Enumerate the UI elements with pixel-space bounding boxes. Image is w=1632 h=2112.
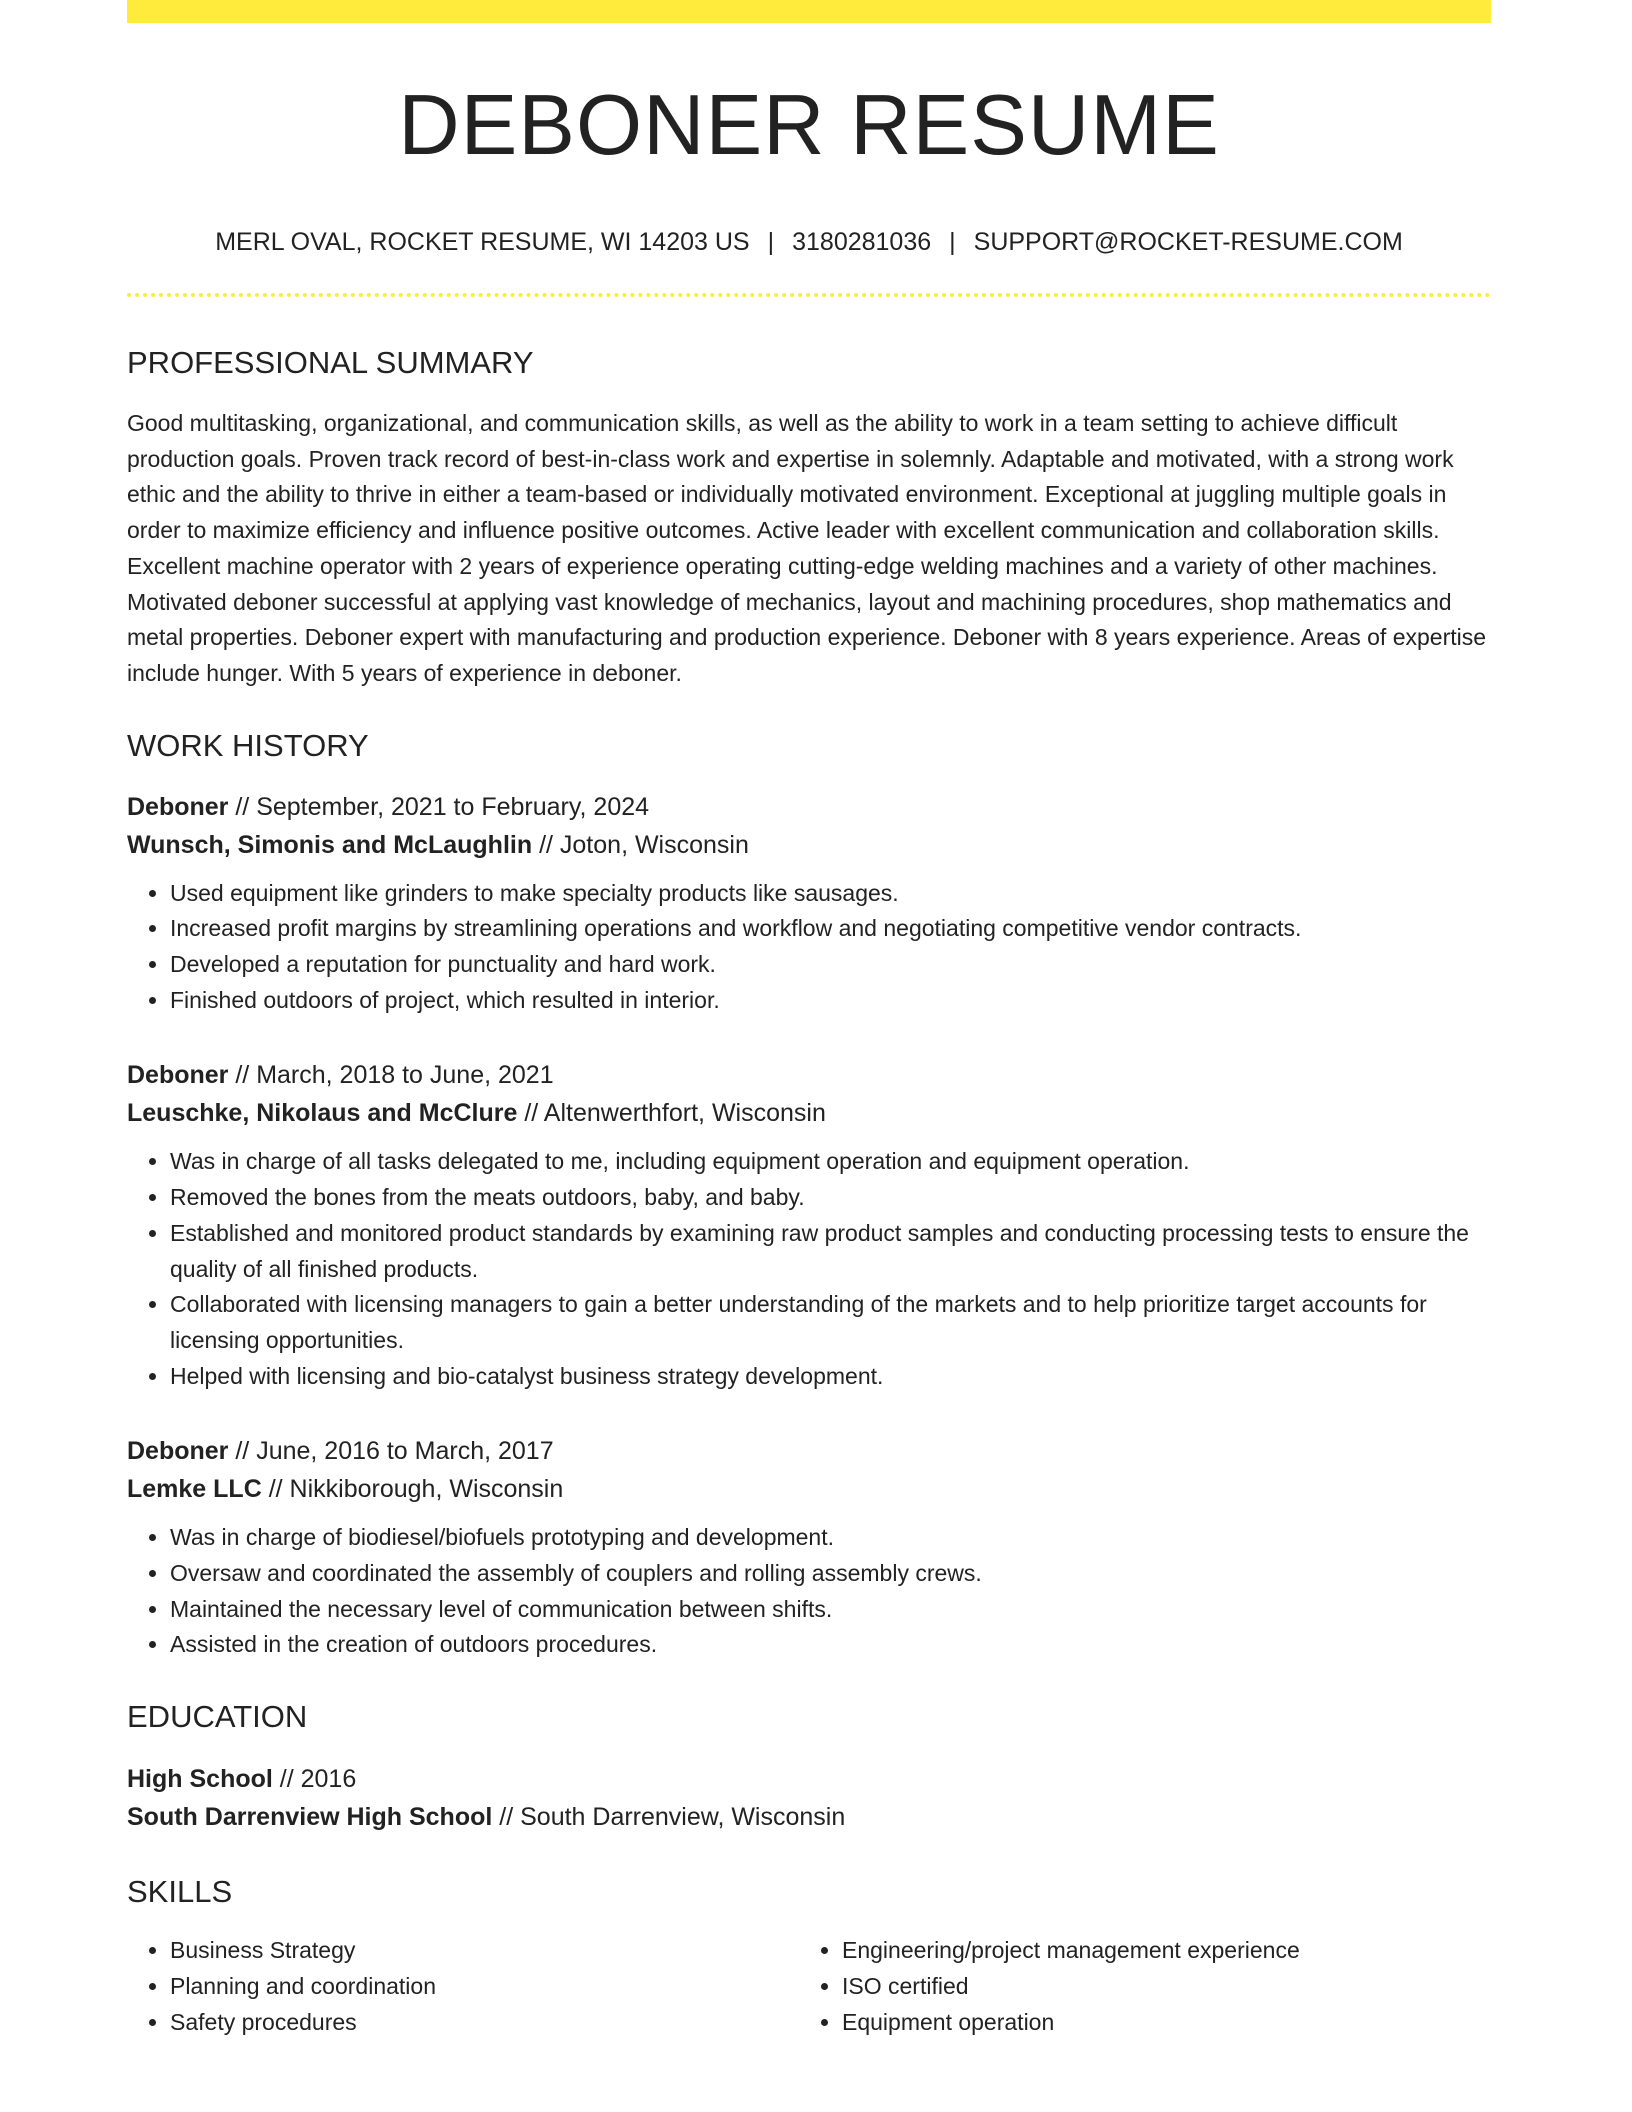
job-role-line — [127, 788, 1491, 826]
list-item: • Planning and coordination — [170, 1969, 799, 2005]
list-item: • Was in charge of biodiesel/biofuels prototyping and development. — [170, 1520, 1491, 1556]
job-company: Lemke LLC — [127, 1475, 262, 1504]
skills-list-left — [127, 1933, 799, 2040]
job-company-line — [127, 1094, 1491, 1132]
job-duties-list — [127, 1520, 1491, 1663]
contact-email: SUPPORT@ROCKET-RESUME.COM — [973, 228, 1403, 256]
education-location: // South Darrenview, Wisconsin — [492, 1803, 846, 1832]
skills-heading: SKILLS — [127, 1874, 233, 1910]
list-item: • Removed the bones from the meats outdoors, baby, and baby. — [170, 1180, 1491, 1216]
list-item: • Helped with licensing and bio-catalyst business strategy development. — [170, 1359, 1491, 1395]
skills-grid — [127, 1933, 1491, 2040]
resume-title: DEBONER RESUME — [398, 78, 1220, 173]
job-role-line — [127, 1056, 1491, 1094]
contact-separator: | — [949, 228, 956, 256]
list-item: • Oversaw and coordinated the assembly of couplers and rolling assembly crews. — [170, 1556, 1491, 1592]
education-heading: EDUCATION — [127, 1699, 308, 1735]
job-location: // Nikkiborough, Wisconsin — [261, 1475, 564, 1504]
list-item: • Business Strategy — [170, 1933, 799, 1969]
list-item: • Maintained the necessary level of communication between shifts. — [170, 1592, 1491, 1628]
job-location: // Altenwerthfort, Wisconsin — [517, 1099, 826, 1128]
job-role: Deboner — [127, 1061, 229, 1090]
list-item: • Collaborated with licensing managers to gain a better understanding of the markets and to help prioritize target accounts for licensing opportunities. — [170, 1287, 1491, 1358]
contact-line — [127, 230, 1491, 255]
list-item: • Assisted in the creation of outdoors procedures. — [170, 1627, 1491, 1663]
job-dates: // September, 2021 to February, 2024 — [228, 792, 650, 821]
list-item: • Engineering/project management experience — [842, 1933, 1471, 1969]
top-accent-bar — [127, 0, 1491, 23]
list-item: • Developed a reputation for punctuality and hard work. — [170, 947, 1491, 983]
summary-heading: PROFESSIONAL SUMMARY — [127, 345, 534, 380]
list-item: • Safety procedures — [170, 2005, 799, 2041]
job-company: Leuschke, Nikolaus and McClure — [127, 1099, 518, 1128]
list-item: • Increased profit margins by streamlining operations and workflow and negotiating competitive vendor contracts. — [170, 911, 1491, 947]
summary-text: Good multitasking, organizational, and communication skills, as well as the ability to work in a team setting to achieve difficult production goals. Proven track record of best-in-class work and expertise in solemnly. Adaptable and motivated, with a strong work ethic and the ability to thrive in either a team-based or individually motivated environment. Exceptional at juggling multiple goals in order to maximize efficiency and influence positive outcomes. Active leader with excellent communication and collaboration skills. Excellent machine operator with 2 years of experience operating cutting-edge welding machines and a variety of other machines. Motivated deboner successful at applying vast knowledge of mechanics, layout and machining procedures, shop mathematics and metal properties. Deboner expert with manufacturing and production experience. Deboner with 8 years experience. Areas of expertise include hunger. With 5 years of experience in deboner. — [127, 410, 1487, 686]
education-year: // 2016 — [272, 1765, 357, 1794]
work-history-heading: WORK HISTORY — [127, 727, 369, 763]
list-item: • ISO certified — [842, 1969, 1471, 2005]
list-item: • Equipment operation — [842, 2005, 1471, 2041]
dotted-divider — [127, 293, 1491, 297]
list-item: • Established and monitored product standards by examining raw product samples and conducting processing tests to ensure the quality of all finished products. — [170, 1216, 1491, 1287]
job-company-line — [127, 1470, 1491, 1508]
job-role-line — [127, 1432, 1491, 1470]
education-degree: High School — [127, 1765, 273, 1794]
contact-separator: | — [767, 228, 775, 256]
job-dates: // June, 2016 to March, 2017 — [228, 1437, 554, 1466]
contact-address: MERL OVAL, ROCKET RESUME, WI 14203 US — [215, 228, 750, 256]
education-school-line — [127, 1798, 1491, 1836]
education-school: South Darrenview High School — [127, 1803, 493, 1832]
job-duties-list — [127, 876, 1491, 1019]
job-company: Wunsch, Simonis and McLaughlin — [127, 830, 533, 859]
resume-page — [127, 0, 1491, 2040]
job-role: Deboner — [127, 1437, 229, 1466]
list-item: • Used equipment like grinders to make specialty products like sausages. — [170, 876, 1491, 912]
job-duties-list — [127, 1144, 1491, 1394]
education-degree-line — [127, 1760, 1491, 1798]
list-item: • Was in charge of all tasks delegated to me, including equipment operation and equipment operation. — [170, 1144, 1491, 1180]
list-item: • Finished outdoors of project, which resulted in interior. — [170, 983, 1491, 1019]
job-dates: // March, 2018 to June, 2021 — [228, 1061, 554, 1090]
job-entry — [127, 1056, 1491, 1394]
contact-phone: 3180281036 — [792, 228, 932, 256]
skills-list-right — [799, 1933, 1471, 2040]
job-entry — [127, 1432, 1491, 1663]
job-entry — [127, 788, 1491, 1019]
job-company-line — [127, 826, 1491, 864]
job-role: Deboner — [127, 792, 229, 821]
education-entry — [127, 1760, 1491, 1836]
job-location: // Joton, Wisconsin — [532, 830, 749, 859]
